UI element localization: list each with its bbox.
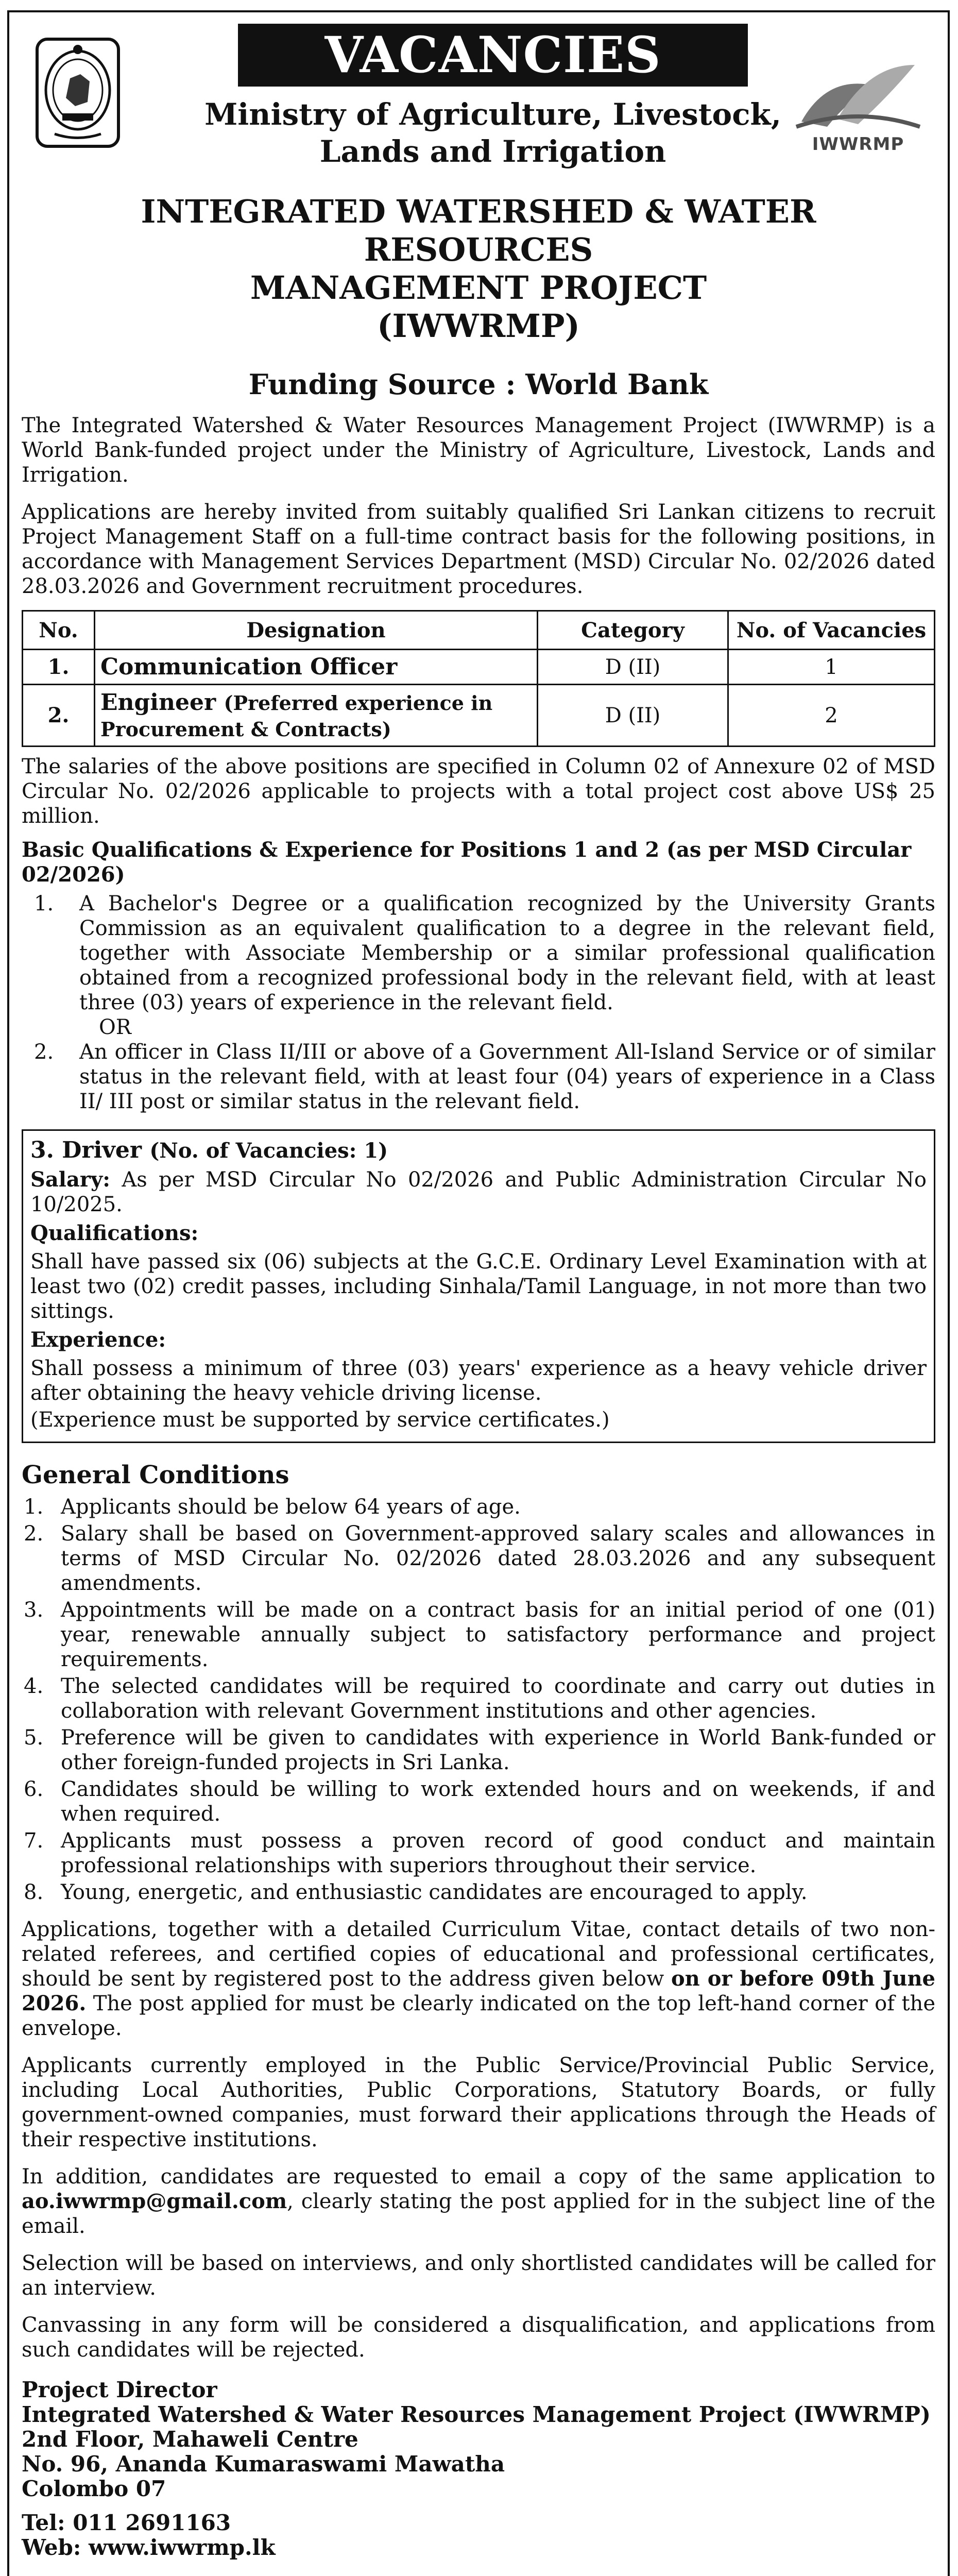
item-text: Appointments will be made on a contract basis for an initial period of one (01) year, renewable annually subject to satisfactory performance and project requirements.	[61, 1598, 935, 1671]
driver-exp-note: (Experience must be supported by service certificates.)	[30, 1408, 610, 1432]
list-item	[22, 1598, 935, 1672]
driver-exp-label: Experience:	[30, 1328, 166, 1352]
vacancies-banner: VACANCIES	[238, 24, 748, 87]
item-number: 5.	[24, 1726, 44, 1750]
item-number: 1.	[34, 892, 54, 916]
driver-exp-text: Shall possess a minimum of three (03) years' experience as a heavy vehicle driver after obtaining the heavy vehicle driving license.	[30, 1357, 927, 1405]
item-text: Applicants should be below 64 years of age.	[61, 1495, 521, 1519]
salary-note: The salaries of the above positions are specified in Column 02 of Annexure 02 of MSD Circular No. 02/2026 applicable to projects with a total project cost above US$ 25 million.	[22, 755, 935, 828]
iwwrmp-leaf-icon	[791, 55, 925, 132]
driver-salary	[30, 1167, 927, 1217]
item-text: Young, energetic, and enthusiastic candidates are encouraged to apply.	[61, 1880, 808, 1904]
general-conditions-list	[22, 1495, 935, 1905]
logo-text: IWWRMP	[812, 134, 904, 155]
list-item	[22, 1495, 935, 1519]
driver-vacancies: (No. of Vacancies: 1)	[149, 1139, 388, 1163]
item-number: 8.	[24, 1880, 44, 1904]
item-text: The selected candidates will be required to coordinate and carry out duties in collaboration with relevant Government institutions and other agencies.	[61, 1674, 935, 1723]
list-item	[22, 1674, 935, 1723]
driver-qual-text: Shall have passed six (06) subjects at the G.C.E. Ordinary Level Examination with at least two (02) credit passes, including Sinhala/Tamil Language, in not more than two sittings.	[30, 1250, 927, 1323]
driver-qual-label: Qualifications:	[30, 1221, 199, 1245]
vacancies-table	[22, 610, 935, 747]
row-no: 2.	[23, 685, 95, 747]
item-number: 2.	[34, 1040, 54, 1064]
project-title	[22, 193, 935, 345]
item-number: 3.	[24, 1598, 44, 1622]
project-title-line-1: INTEGRATED WATERSHED & WATER RESOURCES	[141, 193, 816, 268]
item-text: Applicants must possess a proven record of good conduct and maintain professional relationships with superiors throughout their service.	[61, 1829, 935, 1877]
public-service-note: Applicants currently employed in the Public Service/Provincial Public Service, including Local Authorities, Public Corporations, Statutory Boards, or fully government-owned companies, must forward their applications through the Heads of their respective institutions.	[22, 2054, 935, 2151]
item-number: 4.	[24, 1674, 44, 1698]
intro-paragraph-1: The Integrated Watershed & Water Resources Management Project (IWWRMP) is a World Bank-funded project under the Ministry of Agriculture, Livestock, Lands and Irrigation.	[22, 414, 935, 487]
driver-salary-label: Salary:	[30, 1167, 110, 1192]
address-line-4: No. 96, Ananda Kumaraswami Mawatha	[22, 2451, 505, 2477]
item-text: Preference will be given to candidates with experience in World Bank-funded or other foreign-funded projects in Sri Lanka.	[61, 1726, 935, 1774]
qualifications-heading: Basic Qualifications & Experience for Positions 1 and 2 (as per MSD Circular 02/2026)	[22, 838, 912, 887]
project-title-line-2: MANAGEMENT PROJECT	[250, 269, 707, 307]
apply-text-pre: Applications, together with a detailed Curriculum Vitae, contact details of two non-related referees, and certified copies of educational and professional certificates, should be sent by registered post to the address given below	[22, 1918, 935, 1991]
ministry-line-1: Ministry of Agriculture, Livestock,	[204, 97, 781, 132]
item-text: A Bachelor's Degree or a qualification recognized by the University Grants Commission as an equivalent qualification to a degree in the relevant field, together with Associate Membership or a similar professional qualification obtained from a recognized professional body in the relevant field, with at least three (03) years of experience in the relevant field.	[79, 892, 935, 1014]
qualifications-list-2	[22, 1040, 935, 1114]
row-category: D (II)	[538, 650, 728, 685]
closing-date: on or before 09th June 2026.	[22, 1967, 936, 2015]
row-designation: Communication Officer	[95, 650, 538, 685]
col-header-no: No.	[23, 611, 95, 650]
row-designation-cell	[95, 685, 538, 747]
postal-address	[22, 2378, 935, 2501]
email-address[interactable]: ao.iwwrmp@gmail.com	[22, 2189, 287, 2213]
ministry-name	[166, 96, 820, 170]
list-item	[22, 1725, 935, 1775]
list-item	[22, 1040, 935, 1114]
intro-paragraph-2: Applications are hereby invited from suitably qualified Sri Lankan citizens to recruit Project Management Staff on a full-time contract basis for the following positions, in accordance with Management Services Department (MSD) Circular No. 02/2026 dated 28.03.2026 and Government recruitment procedures.	[22, 500, 935, 598]
col-header-designation: Designation	[95, 611, 538, 650]
item-number: 2.	[24, 1522, 44, 1546]
header	[22, 24, 935, 183]
driver-salary-text: As per MSD Circular No 02/2026 and Public Administration Circular No 10/2025.	[30, 1168, 927, 1216]
telephone: Tel: 011 2691163	[22, 2510, 231, 2535]
advertisement-frame	[7, 10, 950, 2576]
row-no: 1.	[23, 650, 95, 685]
table-row	[23, 685, 935, 747]
project-title-line-3: (IWWRMP)	[377, 307, 580, 345]
or-separator: OR	[99, 1015, 131, 1039]
item-text: Salary shall be based on Government-approved salary scales and allowances in terms of MSD Circular No. 02/2026 dated 28.03.2026 and any subsequent amendments.	[61, 1522, 935, 1595]
item-number: 1.	[24, 1495, 44, 1519]
contact-info	[22, 2511, 935, 2560]
item-number: 7.	[24, 1829, 44, 1853]
iwwrmp-logo	[791, 55, 925, 158]
canvassing-note: Canvassing in any form will be considered a disqualification, and applications from such candidates will be rejected.	[22, 2313, 935, 2362]
row-designation-note: (Preferred experience in Procurement & Contracts)	[100, 691, 493, 741]
apply-text-post: The post applied for must be clearly indicated on the top left-hand corner of the envelope.	[22, 1992, 935, 2040]
website[interactable]: Web: www.iwwrmp.lk	[22, 2535, 276, 2560]
list-item	[22, 891, 935, 1015]
list-item	[22, 1521, 935, 1596]
item-text: Candidates should be willing to work extended hours and on weekends, if and when required.	[61, 1777, 935, 1826]
ministry-line-2: Lands and Irrigation	[319, 134, 666, 169]
email-text-pre: In addition, candidates are requested to email a copy of the same application to	[22, 2165, 935, 2189]
selection-note: Selection will be based on interviews, and only shortlisted candidates will be called for an interview.	[22, 2251, 935, 2300]
email-text-post: , clearly stating the post applied for in the subject line of the email.	[22, 2190, 935, 2238]
item-text: An officer in Class II/III or above of a Government All-Island Service or of similar status in the relevant field, with at least four (04) years of experience in a Class II/ III post or similar status in the relevant field.	[79, 1040, 935, 1113]
row-vacancies: 2	[728, 685, 935, 747]
table-row	[23, 650, 935, 685]
general-conditions-heading: General Conditions	[22, 1461, 289, 1489]
driver-title: 3. Driver	[30, 1137, 142, 1163]
application-instructions	[22, 1917, 935, 2041]
address-line-5: Colombo 07	[22, 2476, 166, 2501]
qualifications-list	[22, 891, 935, 1015]
funding-source: Funding Source : World Bank	[248, 368, 709, 401]
driver-title-line	[30, 1137, 927, 1163]
item-number: 6.	[24, 1777, 44, 1801]
address-line-2: Integrated Watershed & Water Resources Management Project (IWWRMP)	[22, 2402, 931, 2427]
row-vacancies: 1	[728, 650, 935, 685]
national-emblem-icon	[34, 36, 122, 149]
col-header-category: Category	[538, 611, 728, 650]
col-header-vacancies: No. of Vacancies	[728, 611, 935, 650]
row-category: D (II)	[538, 685, 728, 747]
list-item	[22, 1880, 935, 1905]
driver-section	[22, 1129, 935, 1443]
table-header-row	[23, 611, 935, 650]
address-line-1: Project Director	[22, 2377, 217, 2402]
email-instructions	[22, 2164, 935, 2239]
list-item	[22, 1777, 935, 1826]
address-line-3: 2nd Floor, Mahaweli Centre	[22, 2427, 358, 2452]
row-designation: Engineer	[100, 689, 216, 716]
list-item	[22, 1828, 935, 1878]
